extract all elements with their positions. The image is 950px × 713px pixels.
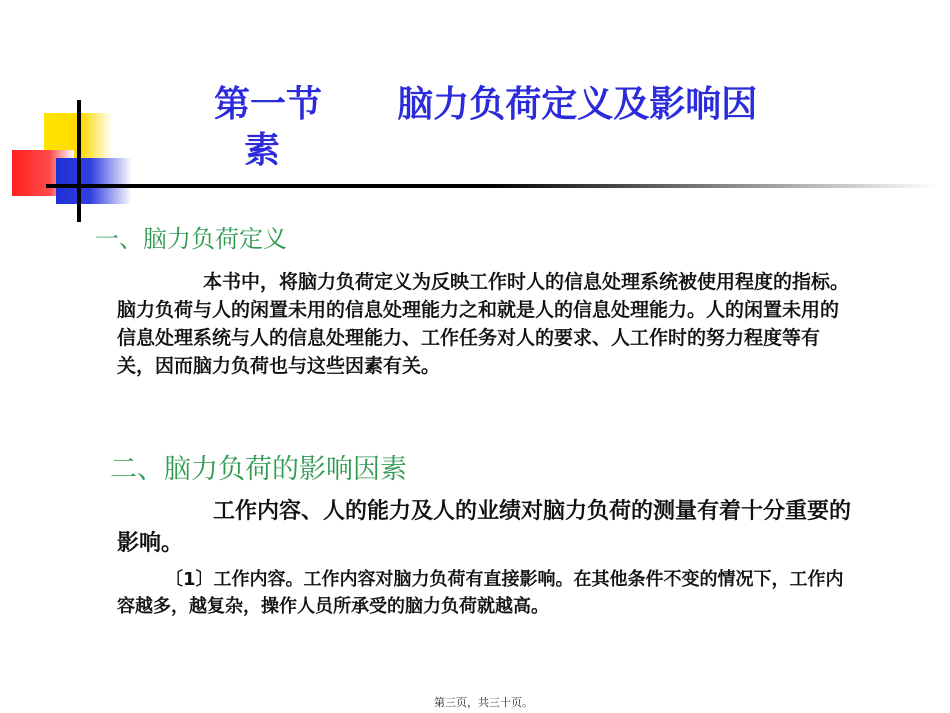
slide-title xyxy=(214,82,834,174)
slide-title-line1: 第一节 脑力负荷定义及影响因 xyxy=(214,84,758,125)
decor-horizontal-rule xyxy=(46,184,936,188)
decor-vertical-line xyxy=(77,100,81,222)
page-footer: 第三页，共三十页。 xyxy=(434,696,533,709)
slide-title-line2: 素 xyxy=(244,130,281,171)
section2-item1-paragraph: 〔1〕工作内容。工作内容对脑力负荷有直接影响。在其他条件不变的情况下，工作内容越多，越复杂，操作人员所承受的脑力负荷就越高。 xyxy=(117,569,844,617)
section2-intro-paragraph: 工作内容、人的能力及人的业绩对脑力负荷的测量有着十分重要的影响。 xyxy=(117,499,852,556)
section2-heading: 二、脑力负荷的影响因素 xyxy=(110,454,407,485)
decor-blue-square xyxy=(56,158,132,204)
section1-paragraph: 本书中，将脑力负荷定义为反映工作时人的信息处理系统被使用程度的指标。脑力负荷与人的闲置未用的信息处理能力之和就是人的信息处理能力。人的闲置未用的信息处理系统与人的信息处理能力、工作任务对人的要求、人工作时的努力程度等有关，因而脑力负荷也与这些因素有关。 xyxy=(117,271,850,377)
section1-heading: 一、脑力负荷定义 xyxy=(95,225,287,253)
